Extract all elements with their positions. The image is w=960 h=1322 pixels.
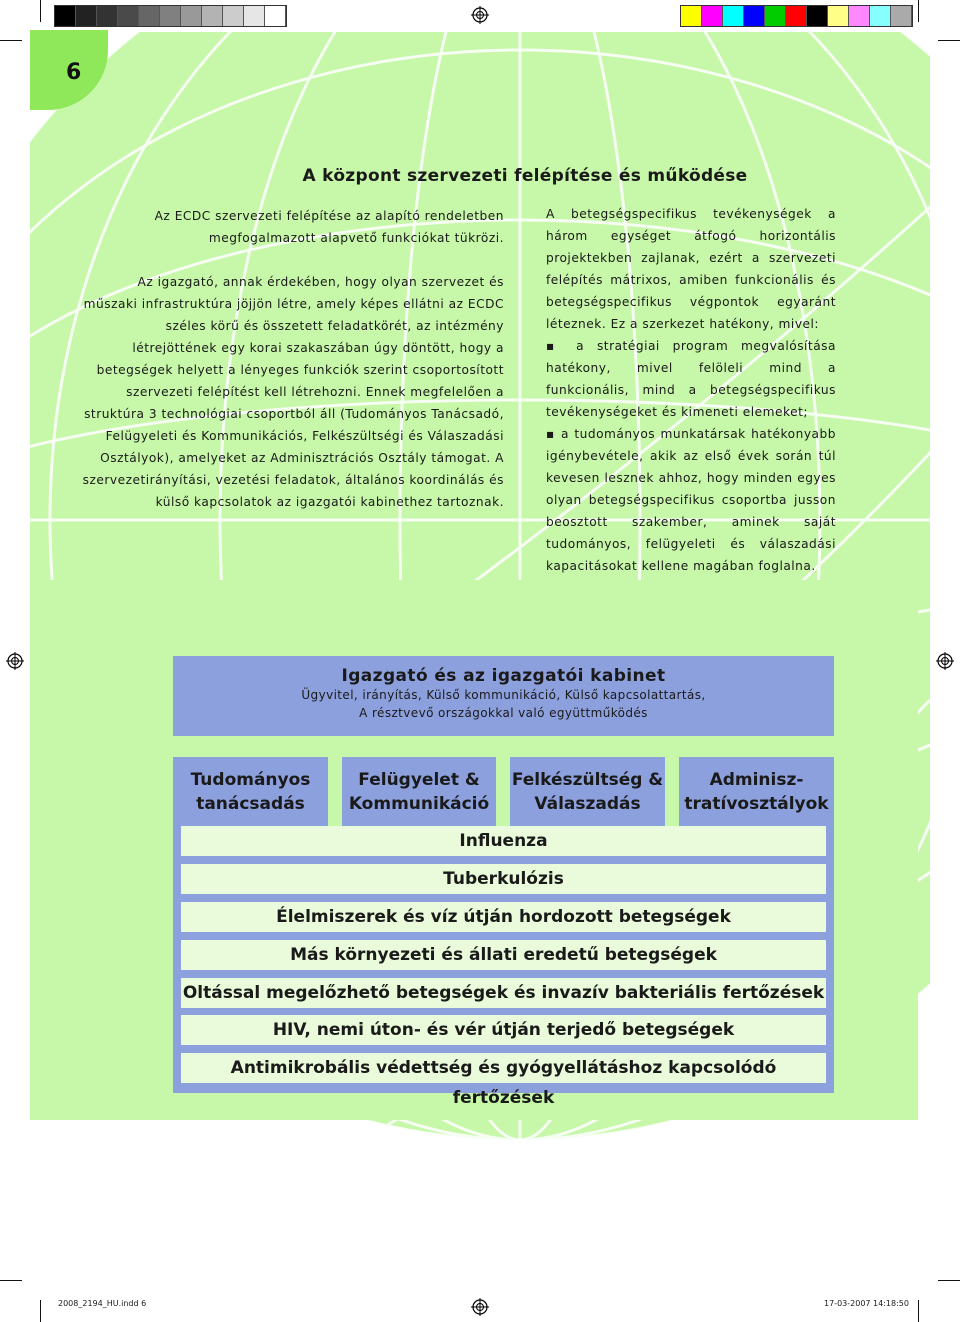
unit-administration [679,757,834,829]
director-title: Igazgató és az igazgatói kabinet [341,666,666,686]
program-row: Élelmiszerek és víz útján hordozott betegségek [181,902,826,932]
color-bar [680,5,913,27]
program-row: Tuberkulózis [181,864,826,894]
unit-scientific-advice [173,757,328,829]
unit-preparedness [510,757,665,829]
paragraph: Az igazgató, annak érdekében, hogy olyan szervezet és műszaki infrastruktúra jöjjön létre, amely képes ellátni az ECDC széles körű és összetett feladatkörét, az intézmény létrejöttének egy korai szakaszában úgy döntött, hogy a betegségek helyett a lényeges funkciók szerint csoportosított szervezeti felépítést kell létrehozni. Ennek megfelelően a struktúra 3 technológiai csoportból áll (Tudományos Tanácsadó, Felügyeleti és Kommunikációs, Felkészültségi és Válaszadási Osztályok), amelyeket az Adminisztrációs Osztály támogat. A szervezetirányítási, vezetési feladatok, általános koordinálás és külső kapcsolatok az igazgatói kabinethez tartoznak. [82,275,504,509]
director-subtitle: Ügyvitel, irányítás, Külső kommunikáció, Külső kapcsolattartás, [301,688,706,702]
registration-mark-icon [471,6,489,24]
program-row: Más környezeti és állati eredetű betegségek [181,940,826,970]
director-box [173,656,834,736]
crop-mark [918,1300,919,1322]
program-row: Oltással megelőzhető betegségek és invazív bakteriális fertőzések [181,978,826,1008]
org-chart [173,656,834,1108]
page-number: 6 [66,60,82,85]
unit-label: Adminisz- [709,770,804,790]
bullet-item: ▪ a stratégiai program megvalósítása hatékony, mivel felöleli mind a funkcionális, mind a betegségspecifikus tevékenységeket és kimeneti elemeket; [546,339,836,419]
unit-label: Felügyelet & [358,770,480,790]
crop-mark [40,0,41,22]
registration-mark-icon [6,652,24,670]
grayscale-bar [54,5,287,27]
crop-mark [938,1280,960,1281]
registration-mark-icon [471,1298,489,1316]
bullet-item: ▪ a tudományos munkatársak hatékonyabb igénybevétele, akik az első évek során túl kevesen lesznek ahhoz, hogy minden egyes olyan betegségspecifikus csoportba jusson beosztott szakember, aminek saját tudományos, felügyeleti és válaszadási kapacitásokat kellene magában foglalna. [546,427,836,573]
paragraph: A betegségspecifikus tevékenységek a három egységet átfogó horizontális projektekben zajlanak, ezért a szervezeti felépítés mátrixos, amiben funkcionális és betegségspecifikus végpontok egyaránt léteznek. Ez a szerkezet hatékony, mivel: [546,207,836,331]
unit-surveillance [342,757,496,829]
program-row: Antimikrobális védettség és gyógyellátáshoz kapcsolódó fertőzések [181,1053,826,1083]
column-gap [496,757,510,829]
print-slug-date: 17-03-2007 14:18:50 [824,1299,909,1308]
crop-mark [0,40,22,41]
unit-label: Tudományos [190,770,311,790]
crop-mark [0,1280,22,1281]
unit-label: Kommunikáció [348,794,490,814]
column-gap [328,757,342,829]
right-text-column [546,203,836,577]
crop-mark [918,0,919,22]
program-row: Influenza [181,826,826,856]
unit-label: tanácsadás [196,794,305,814]
page-title: A központ szervezeti felépítése és működése [302,166,748,186]
unit-label: Felkészültség & [511,770,664,790]
print-slug-file: 2008_2194_HU.indd 6 [58,1299,147,1308]
director-subtitle: A résztvevő országokkal való együttműködés [359,706,648,720]
crop-mark [938,40,960,41]
column-gap [665,757,679,829]
unit-label: tratívosztályok [684,794,829,814]
crop-mark [40,1300,41,1322]
registration-mark-icon [936,652,954,670]
paragraph: Az ECDC szervezeti felépítése az alapító rendeletben megfogalmazott alapvető funkciókat tükrözi. [154,209,504,245]
unit-label: Válaszadás [534,794,641,814]
program-row: HIV, nemi úton- és vér útján terjedő betegségek [181,1015,826,1045]
left-text-column [82,205,504,535]
